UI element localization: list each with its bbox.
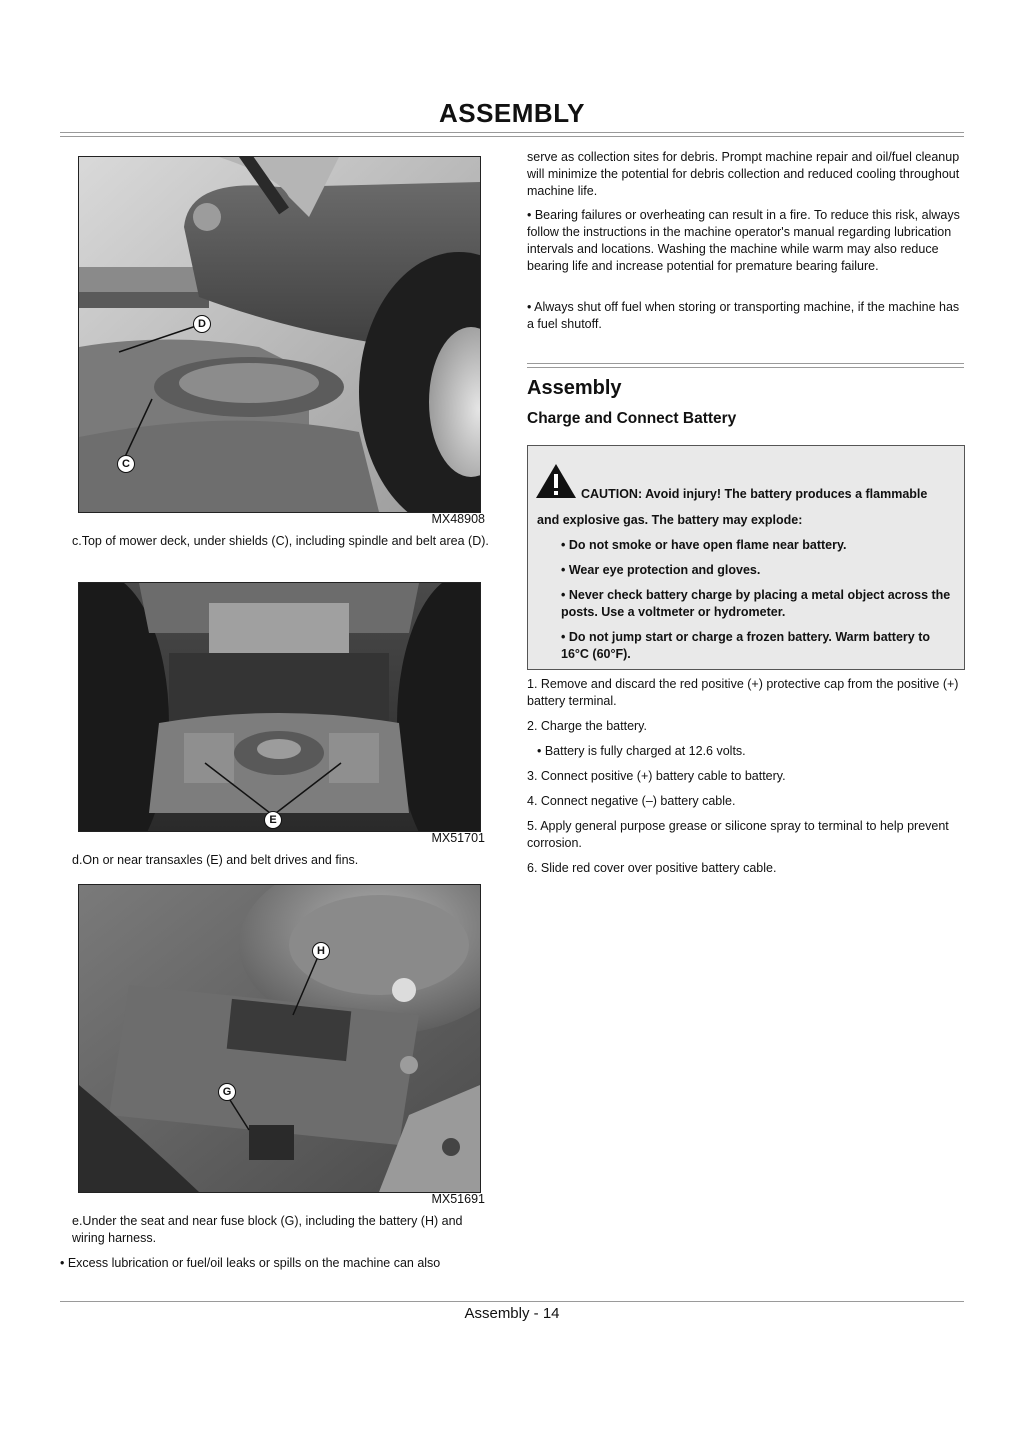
callout-c: C [117,455,135,473]
caution-box [527,445,965,670]
figure-code-mx51701: MX51701 [431,831,485,845]
footer-rule [60,1301,964,1302]
paragraph-debris-continued: serve as collection sites for debris. Prompt machine repair and oil/fuel cleanup will minimize the potential for debris collection and reduced cooling throughout machine life. [527,150,960,198]
callout-h: H [312,942,330,960]
step-3: 3. Connect positive (+) battery cable to battery. [527,769,786,783]
callout-e: E [264,811,282,829]
step-1: 1. Remove and discard the red positive (+) protective cap from the positive (+) battery terminal. [527,677,959,708]
header-rule [60,132,964,137]
step-2-detail: • Battery is fully charged at 12.6 volts. [537,744,746,758]
section-title: Assembly [527,377,622,399]
callout-d: D [193,315,211,333]
bullet-bearing-failures: • Bearing failures or overheating can result in a fire. To reduce this risk, always follow the instructions in the machine operator's manual regarding lubrication intervals and locations. Washing the machine while warm may also reduce bearing life and increase potential for premature bearing failure. [527,208,960,273]
figure-code-mx48908: MX48908 [431,512,485,526]
caution-item: • Wear eye protection and gloves. [561,563,761,577]
step-2: 2. Charge the battery. [527,719,647,733]
section-rule [527,363,964,368]
page-title: ASSEMBLY [438,98,586,128]
figure-code-mx51691: MX51691 [431,1192,485,1206]
bullet-shut-off-fuel: • Always shut off fuel when storing or transporting machine, if the machine has a fuel shutoff. [527,300,960,331]
step-4: 4. Connect negative (–) battery cable. [527,794,736,808]
caution-item: • Do not jump start or charge a frozen battery. Warm battery to 16°C (60°F). [561,630,931,661]
figure-caption-d: d.On or near transaxles (E) and belt drives and fins. [72,853,359,867]
figure-caption-c: c.Top of mower deck, under shields (C), including spindle and belt area (D). [72,534,489,548]
step-5: 5. Apply general purpose grease or silicone spray to terminal to help prevent corrosion. [527,819,949,850]
callout-g: G [218,1083,236,1101]
bullet-excess-lubrication: • Excess lubrication or fuel/oil leaks or spills on the machine can also [60,1256,441,1270]
figure-caption-e: e.Under the seat and near fuse block (G), including the battery (H) and wiring harness. [72,1214,463,1245]
warning-triangle-icon [535,463,577,499]
caution-item: • Never check battery charge by placing a metal object across the posts. Use a voltmeter or hydrometer. [561,588,951,619]
figure-mower-deck-photo [78,156,481,513]
page-number: Assembly - 14 [464,1305,560,1322]
caution-item: • Do not smoke or have open flame near battery. [561,538,847,552]
step-6: 6. Slide red cover over positive battery cable. [527,861,777,875]
figure-transaxle-photo [78,582,481,832]
figure-seat-fuse-photo [78,884,481,1193]
caution-line-2: and explosive gas. The battery may explode: [537,513,803,527]
subsection-title: Charge and Connect Battery [527,410,737,427]
caution-line-1: CAUTION: Avoid injury! The battery produces a flammable [581,487,928,501]
